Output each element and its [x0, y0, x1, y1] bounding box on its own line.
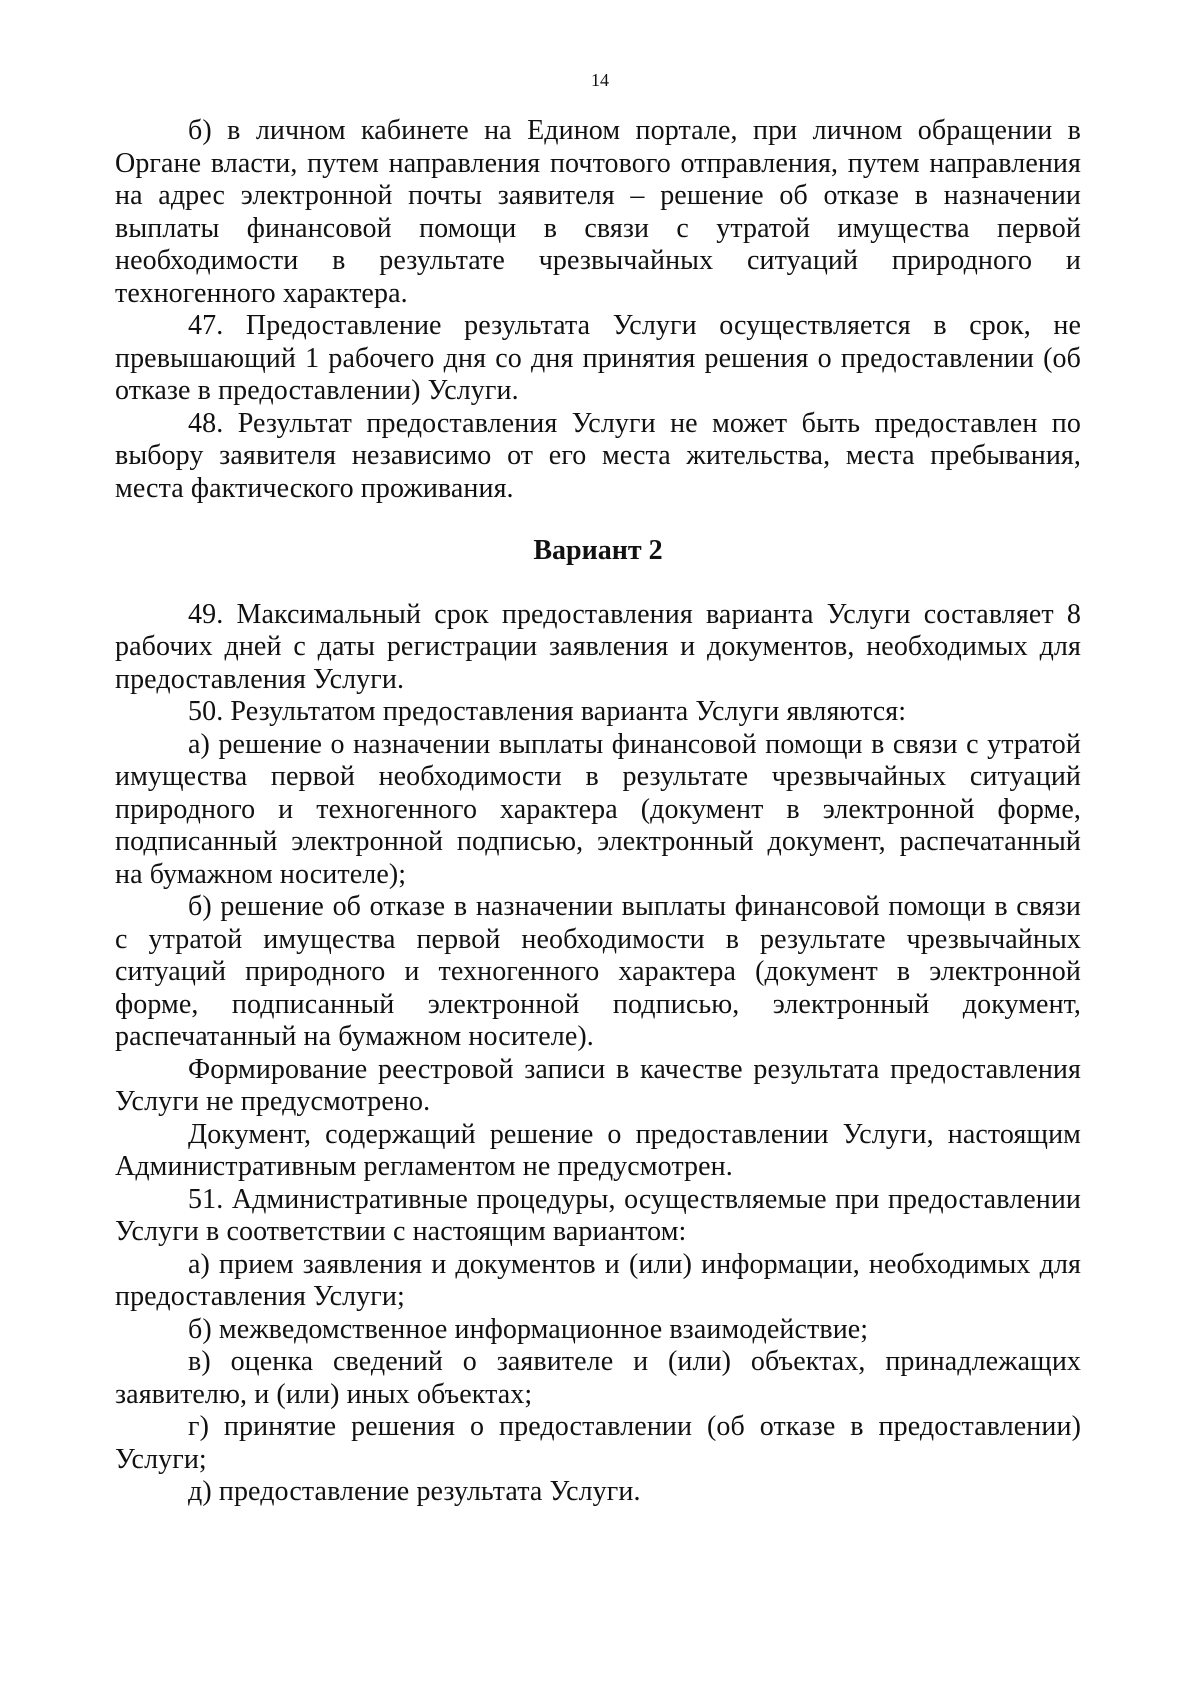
paragraph-50-item-b: б) решение об отказе в назначении выплаты финансовой помощи в связи с утратой имущества первой необходимости в результате чрезвычайных ситуаций природного и техногенного характера (документ в электронной форме, подписанный электронной подписью, электронный документ, распечатанный на бумажном носителе). — [115, 891, 1081, 1052]
paragraph-51-item-e: д) предоставление результата Услуги. — [188, 1476, 641, 1507]
paragraph-item-b-personal-cabinet: б) в личном кабинете на Едином портале, при личном обращении в Органе власти, путем направления почтового отправления, путем направления на адрес электронной почты заявителя – решение об отказе в назначении выплаты финансовой помощи в связи с утратой имущества первой необходимости в результате чрезвычайных ситуаций природного и техногенного характера. — [115, 115, 1081, 309]
paragraph-50-item-a: а) решение о назначении выплаты финансовой помощи в связи с утратой имущества первой необходимости в результате чрезвычайных ситуаций природного и техногенного характера (документ в электронной форме, подписанный электронной подписью, электронный документ, распечатанный на бумажном носителе); — [115, 728, 1081, 890]
paragraph-50: 50. Результатом предоставления варианта Услуги являются: — [188, 696, 907, 727]
paragraph-51: 51. Административные процедуры, осуществляемые при предоставлении Услуги в соответствии с настоящим вариантом: — [115, 1183, 1081, 1247]
paragraph-48: 48. Результат предоставления Услуги не может быть предоставлен по выбору заявителя независимо от его места жительства, места пребывания, места фактического проживания. — [115, 407, 1081, 504]
paragraph-51-item-c: в) оценка сведений о заявителе и (или) объектах, принадлежащих заявителю, и (или) иных объектах; — [115, 1346, 1081, 1410]
paragraph-51-item-a: а) прием заявления и документов и (или) информации, необходимых для предоставления Услуги; — [115, 1248, 1081, 1312]
section-heading: Вариант 2 — [533, 535, 663, 566]
paragraph-registry-record: Формирование реестровой записи в качестве результата предоставления Услуги не предусмотрено. — [115, 1053, 1081, 1117]
paragraph-49: 49. Максимальный срок предоставления варианта Услуги составляет 8 рабочих дней с даты регистрации заявления и документов, необходимых для предоставления Услуги. — [115, 598, 1081, 695]
spacer — [115, 568, 1081, 599]
spacer — [115, 505, 1081, 535]
paragraph-51-item-d: г) принятие решения о предоставлении (об отказе в предоставлении) Услуги; — [115, 1411, 1081, 1475]
paragraph-decision-document: Документ, содержащий решение о предоставлении Услуги, настоящим Административным регламентом не предусмотрен. — [115, 1118, 1081, 1182]
page-number: 14 — [591, 70, 609, 90]
paragraph-51-item-b: б) межведомственное информационное взаимодействие; — [188, 1313, 869, 1345]
paragraph-47: 47. Предоставление результата Услуги осуществляется в срок, не превышающий 1 рабочего дня со дня принятия решения о предоставлении (об отказе в предоставлении) Услуги. — [115, 310, 1081, 406]
document-body — [115, 115, 1081, 1509]
